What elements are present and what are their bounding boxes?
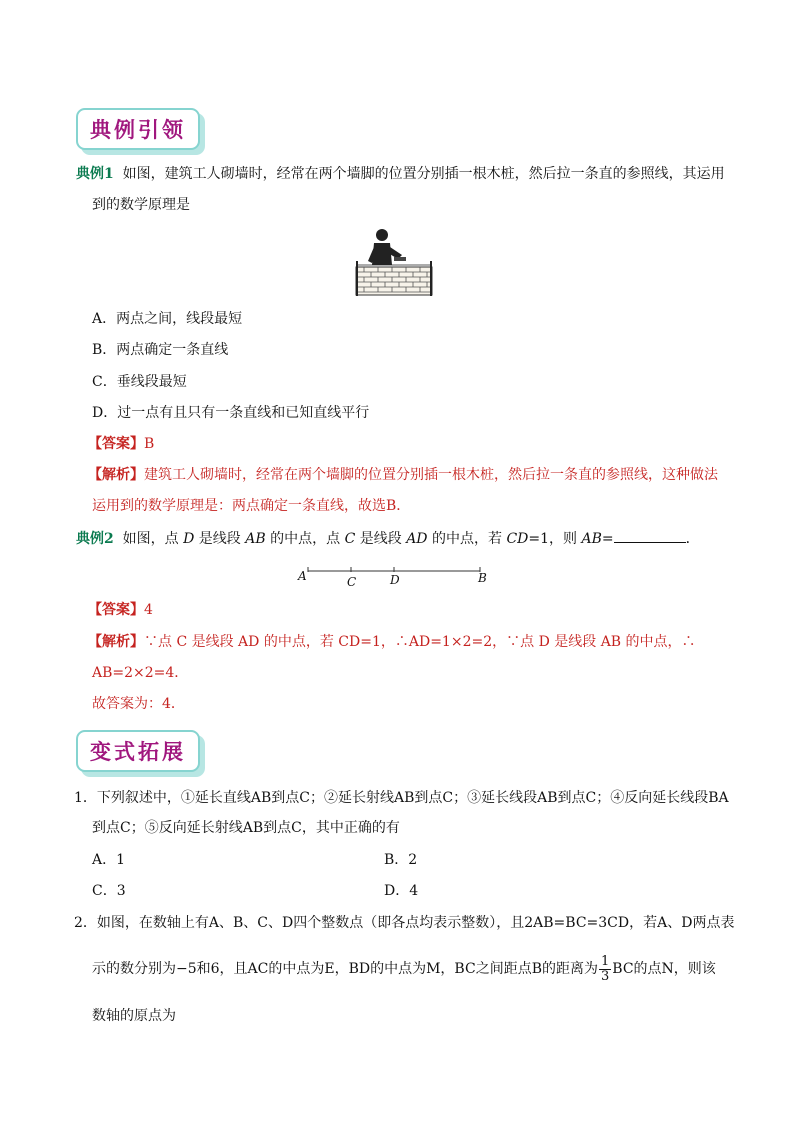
- question1-line1: 1．下列叙述中，①延长直线AB到点C；②延长射线AB到点C；③延长线段AB到点C；④反向延长线段BA: [74, 790, 729, 806]
- question1-line2: 到点C；⑤反向延长射线AB到点C，其中正确的有: [92, 820, 400, 836]
- example2-final-answer: 故答案为：4．: [92, 696, 185, 712]
- q-text: 是线段: [359, 531, 402, 547]
- q-text: ．: [685, 531, 700, 547]
- fraction-numerator: 1: [600, 953, 610, 969]
- example1-label: 典例1: [76, 166, 114, 182]
- analysis-tag: 【解析】: [88, 467, 144, 483]
- question1-option-d: D．4: [384, 883, 419, 899]
- question1-option-b: B．2: [384, 852, 418, 868]
- example1-analysis-line1: [88, 465, 718, 485]
- bricklayer-illustration: [354, 227, 436, 297]
- q-text: 的中点，若: [431, 531, 502, 547]
- q2-text: BC的点N，则该: [612, 961, 716, 977]
- analysis-tag: 【解析】: [88, 634, 144, 650]
- q-text: 如图，点: [122, 531, 179, 547]
- question1-option-a: A．1: [92, 852, 126, 868]
- label-d: D: [390, 573, 400, 587]
- example1-option-c: C．垂线段最短: [92, 374, 187, 390]
- fraction-denominator: 3: [600, 968, 610, 984]
- example2-answer: [88, 600, 153, 620]
- q-text: 是线段: [198, 531, 241, 547]
- example1-answer: [88, 434, 154, 454]
- section-title: 变式拓展: [90, 739, 186, 764]
- example1-option-d: D．过一点有且只有一条直线和已知直线平行: [92, 405, 370, 421]
- example1-question-line1: [76, 164, 725, 184]
- q-text: =1，则: [528, 531, 578, 547]
- var-ab: AB: [245, 531, 266, 547]
- section-title: 典例引领: [90, 117, 186, 142]
- example1-option-a: A．两点之间，线段最短: [92, 311, 243, 327]
- answer-tag: 【答案】: [88, 602, 144, 618]
- var-c: C: [344, 531, 356, 547]
- example2-analysis-line2: AB=2×2=4．: [92, 665, 189, 681]
- analysis-text: ∵点 C 是线段 AD 的中点，若 CD=1，∴AD=1×2=2，∵点 D 是线段 AB 的中点，∴: [144, 634, 696, 650]
- segment-figure: [292, 564, 498, 590]
- question2-line2: [92, 952, 716, 986]
- var-ad: AD: [406, 531, 428, 547]
- example1-text-line2: 到的数学原理是: [92, 197, 190, 213]
- example1-text-line1: 如图，建筑工人砌墙时，经常在两个墙脚的位置分别插一根木桩，然后拉一条直的参照线，其运用: [122, 166, 725, 182]
- label-b: B: [478, 571, 487, 585]
- example1-option-b: B．两点确定一条直线: [92, 342, 229, 358]
- var-ab: AB: [581, 531, 602, 547]
- var-cd: CD: [506, 531, 529, 547]
- q-text: =: [601, 531, 614, 547]
- answer-value: B: [144, 436, 155, 452]
- answer-blank: [614, 528, 686, 543]
- q2-text: 示的数分别为−5和6，且AC的中点为E，BD的中点为M，BC之间距点B的距离为: [92, 961, 598, 977]
- example2-analysis-line1: [88, 632, 696, 652]
- answer-value: 4: [144, 602, 153, 618]
- label-a: A: [298, 569, 307, 583]
- section-title-badge: [76, 730, 200, 772]
- example1-analysis-line2: 运用到的数学原理是：两点确定一条直线，故选B．: [92, 498, 411, 514]
- example2-question: [76, 528, 700, 549]
- q-text: 的中点，点: [270, 531, 341, 547]
- answer-tag: 【答案】: [88, 436, 144, 452]
- question2-line1: 2．如图，在数轴上有A、B、C、D四个整数点（即各点均表示整数），且2AB=BC=3CD，若A、D两点表: [74, 915, 735, 931]
- label-c: C: [347, 575, 357, 589]
- var-d: D: [183, 531, 195, 547]
- question2-line3: 数轴的原点为: [92, 1008, 176, 1024]
- example1-question-line2: [92, 195, 190, 215]
- section-title-badge: [76, 108, 200, 150]
- analysis-text: 建筑工人砌墙时，经常在两个墙脚的位置分别插一根木桩，然后拉一条直的参照线，这种做法: [144, 467, 718, 483]
- example2-label: 典例2: [76, 531, 114, 547]
- question1-option-c: C．3: [92, 883, 126, 899]
- fraction-one-third: [599, 955, 611, 984]
